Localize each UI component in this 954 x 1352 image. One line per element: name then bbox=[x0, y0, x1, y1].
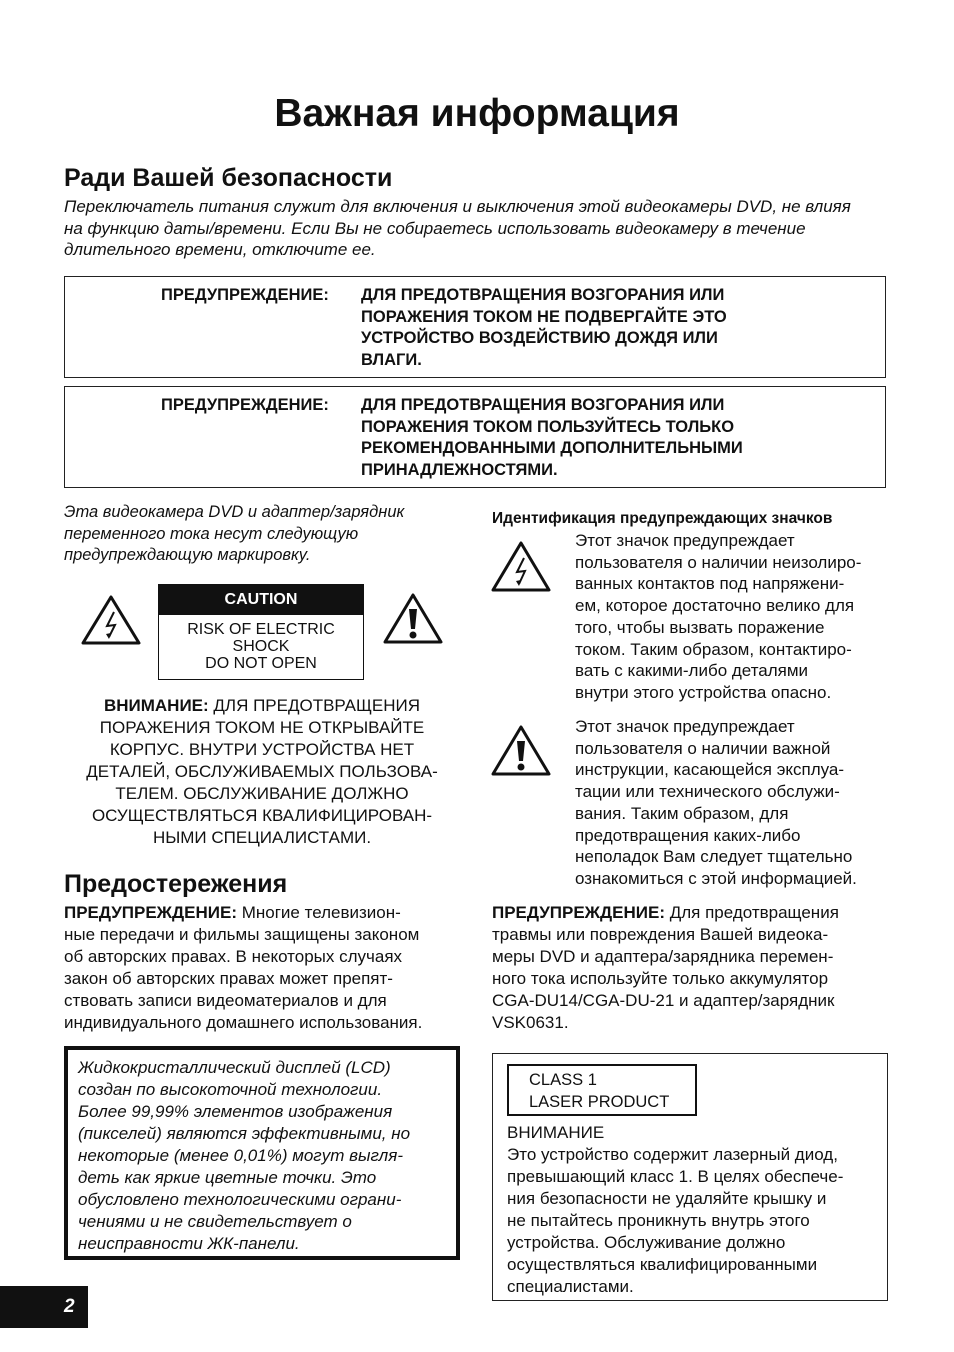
lightning-warning-icon bbox=[490, 540, 552, 594]
caution-header: CAUTION bbox=[159, 585, 363, 615]
warning-box-2 bbox=[64, 386, 886, 488]
lcd-notice-box: Жидкокристаллический дисплей (LCD) создан по высокоточной технологии. Более 99,99% элементов изображения (пикселей) являются эффективными, но некоторые (менее 0,01%) могут выгля- деть как яркие цветные точки. Это обусловлено технологическими ограни- чениями и не свидетельствует о неисправности ЖК-панели. bbox=[64, 1046, 460, 1260]
warning-box-1 bbox=[64, 276, 886, 378]
laser-class-label: CLASS 1 LASER PRODUCT bbox=[507, 1064, 697, 1116]
safety-intro: Переключатель питания служит для включения и выключения этой видеокамеры DVD, не влияя на функцию даты/времени. Если Вы не собираетесь использовать видеокамеру в течение длительного времени, отключите ее. bbox=[64, 197, 851, 259]
caution-label-box bbox=[158, 584, 364, 680]
laser-notice-text: ВНИМАНИЕ Это устройство содержит лазерный диод, превышающий класс 1. В целях обеспече- ния безопасности не удаляйте крышку и не пытайтесь проникнуть внутрь этого устройства. Обслуживание должно осуществляться квалифицированными специалистами. bbox=[507, 1123, 844, 1296]
warning-text: ДЛЯ ПРЕДОТВРАЩЕНИЯ ВОЗГОРАНИЯ ИЛИ ПОРАЖЕНИЯ ТОКОМ ПОЛЬЗУЙТЕСЬ ТОЛЬКО РЕКОМЕНДОВАННЫМИ ДОПОЛНИТЕЛЬНЫМИ ПРИНАДЛЕЖНОСТЯМИ. bbox=[361, 396, 743, 479]
exclamation-warning-icon bbox=[382, 592, 444, 646]
marking-intro: Эта видеокамера DVD и адаптер/зарядник переменного тока несут следующую предупреждающую маркировку. bbox=[64, 503, 405, 564]
injury-warning-text: ПРЕДУПРЕЖДЕНИЕ: Для предотвращения травмы или повреждения Вашей видеока- меры DVD и адаптера/зарядника перемен- ного тока используйте только аккумулятор CGA-DU14/CGA-DU-21 и адаптер/зарядник VSK0631. bbox=[492, 903, 839, 1032]
warning-label: ПРЕДУПРЕЖДЕНИЕ: bbox=[161, 286, 329, 304]
exclamation-icon-description: Этот значок предупреждает пользователя о наличии важной инструкции, касающейся эксплуа- тации или технического обслужи- вания. Таким образом, для предотвращения каких-либо неполадок Вам следует тщательно ознакомиться с этой информацией. bbox=[575, 717, 857, 888]
page-number: 2 bbox=[0, 1286, 88, 1328]
safety-heading: Ради Вашей безопасности bbox=[64, 164, 393, 192]
warning-text: ДЛЯ ПРЕДОТВРАЩЕНИЯ ВОЗГОРАНИЯ ИЛИ ПОРАЖЕНИЯ ТОКОМ НЕ ПОДВЕРГАЙТЕ ЭТО УСТРОЙСТВО ВОЗДЕЙСТВИЮ ДОЖДЯ ИЛИ ВЛАГИ. bbox=[361, 286, 727, 369]
page-title: Важная информация bbox=[274, 92, 680, 135]
precautions-heading: Предостережения bbox=[64, 870, 288, 898]
warning-label: ПРЕДУПРЕЖДЕНИЕ: bbox=[161, 396, 329, 414]
laser-notice-box bbox=[492, 1053, 888, 1301]
lightning-icon-description: Этот значок предупреждает пользователя о наличии неизолиро- ванных контактов под напряжени- ем, которое достаточно велико для того, чтобы вызвать поражение током. Таким образом, контактиро- вать с какими-либо деталями внутри этого устройства опасно. bbox=[575, 531, 862, 702]
caution-text: RISK OF ELECTRIC SHOCK DO NOT OPEN bbox=[187, 621, 335, 672]
attention-text: ВНИМАНИЕ: ДЛЯ ПРЕДОТВРАЩЕНИЯ ПОРАЖЕНИЯ ТОКОМ НЕ ОТКРЫВАЙТЕ КОРПУС. ВНУТРИ УСТРОЙСТВА НЕТ ДЕТАЛЕЙ, ОБСЛУЖИВАЕМЫХ ПОЛЬЗОВА- ТЕЛЕМ. ОБСЛУЖИВАНИЕ ДОЛЖНО ОСУЩЕСТВЛЯТЬСЯ КВАЛИФИЦИРОВАН- НЫМИ СПЕЦИАЛИСТАМИ. bbox=[86, 696, 438, 847]
lightning-warning-icon bbox=[80, 594, 142, 646]
identification-heading: Идентификация предупреждающих значков bbox=[492, 510, 833, 527]
exclamation-warning-icon bbox=[490, 724, 552, 778]
precautions-text: ПРЕДУПРЕЖДЕНИЕ: Многие телевизион- ные передачи и фильмы защищены законом об авторских правах. В некоторых случаях закон об авторских правах может препят- ствовать записи видеоматериалов и для индивидуального домашнего использования. bbox=[64, 903, 423, 1032]
